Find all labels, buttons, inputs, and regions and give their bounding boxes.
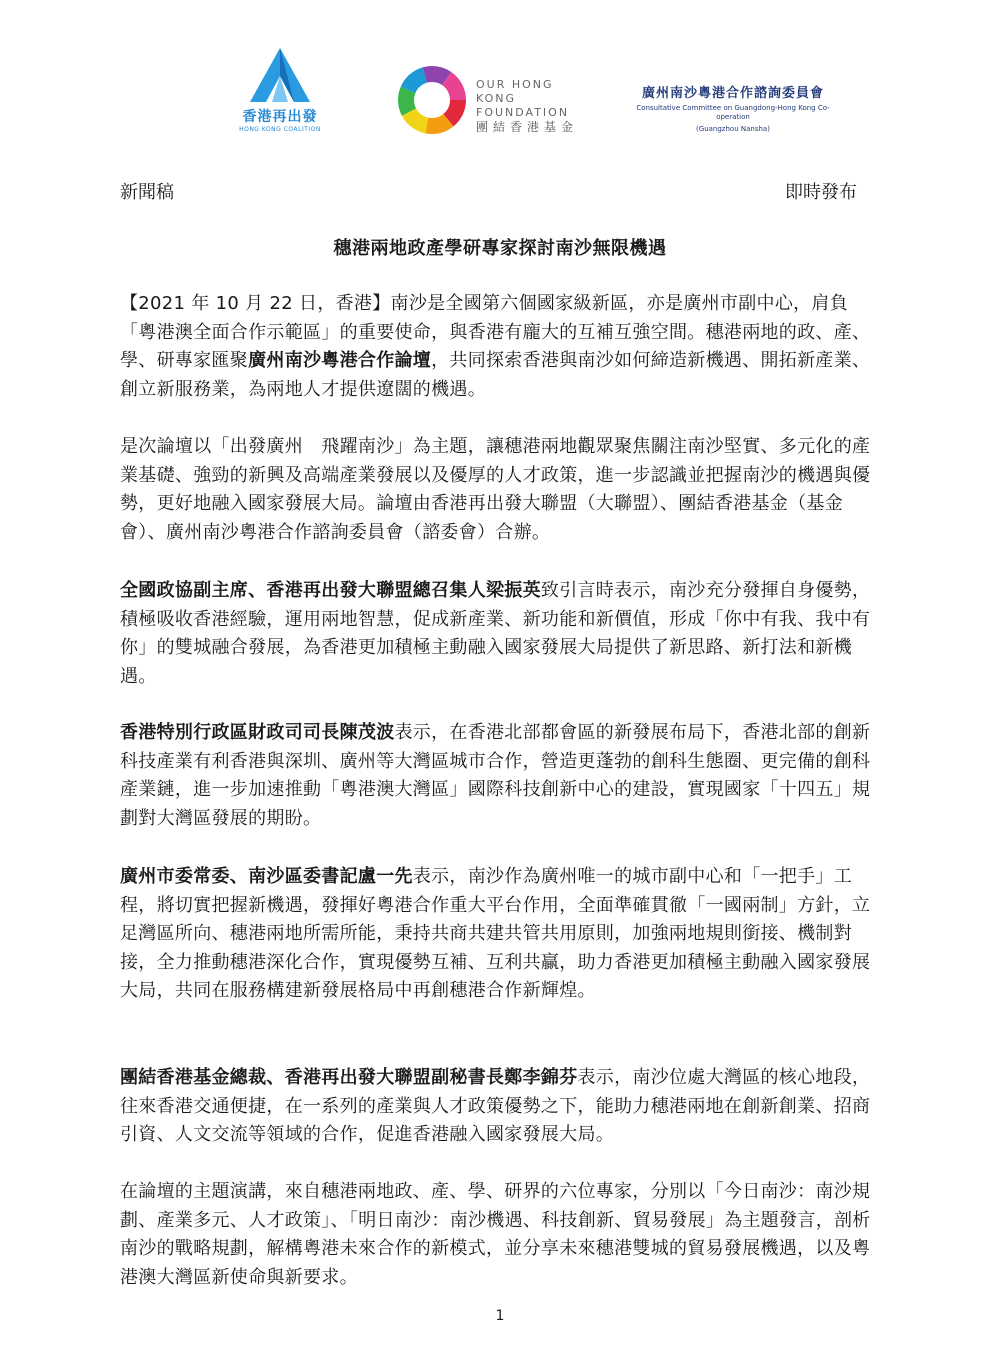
paragraph-5-text: 表示，南沙作為廣州唯一的城市副中心和「一把手」工程，將切實把握新機遇，發揮好粵港合作重大平台作用，全面準確貫徹「一國兩制」方針，立足灣區所向、穗港兩地所需所能，秉持共商共建共管共用原則，加強兩地規則銜接、機制對接，全力推動穗港深化合作，實現優勢互補、互利共贏，助力香港更加積極主動融入國家發展大局，共同在服務構建新發展格局中再創穗港合作新輝煌。 (120, 866, 871, 1001)
paragraph-2 (120, 433, 880, 547)
paragraph-1 (120, 290, 880, 404)
consultative-committee-name-en-2: (Guangzhou Nansha) (696, 125, 770, 133)
hong-kong-coalition-emblem-icon (248, 46, 312, 104)
paragraph-3 (120, 577, 880, 691)
page-title: 穗港兩地政產學研專家探討南沙無限機遇 (333, 238, 667, 259)
paragraph-6 (120, 1064, 880, 1150)
ohkf-name-cn: 團結香港基金 (476, 120, 579, 134)
our-hong-kong-foundation-wordmark (476, 78, 596, 134)
paragraph-1-text-a: 【2021 年 10 月 22 日，香港】南沙是全國第六個國家級新區，亦是廣州市副中心，肩負「粵港澳全面合作示範區」的重要使命，與香港有龐大的互補互強空間。穗港兩地的政、產、學、研專家匯聚 (120, 293, 871, 371)
logo-bar (0, 0, 1000, 150)
paragraph-6-speaker: 團結香港基金總裁、香港再出發大聯盟副秘書長鄭李錦芬 (120, 1067, 578, 1088)
paragraph-4 (120, 719, 880, 833)
hong-kong-coalition-name-cn: 香港再出發 (242, 109, 318, 125)
immediate-release-label: 即時發布 (785, 182, 857, 203)
page-number: 1 (495, 1308, 505, 1324)
paragraph-1-forum-name: 廣州南沙粵港合作論壇 (248, 350, 432, 371)
ohkf-line1: OUR HONG KONG (476, 78, 554, 105)
rainbow-ring-icon (396, 64, 468, 136)
paragraph-3-text: 致引言時表示，南沙充分發揮自身優勢，積極吸收香港經驗，運用兩地智慧，促成新產業、新功能和新價值，形成「你中有我、我中有你」的雙城融合發展，為香港更加積極主動融入國家發展大局提供了新思路、新打法和新機遇。 (120, 580, 871, 687)
paragraph-7 (120, 1178, 880, 1292)
paragraph-1-text-c: ，共同探索香港與南沙如何締造新機遇、開拓新產業、創立新服務業，為兩地人才提供遼闊的機遇。 (120, 350, 871, 400)
hong-kong-coalition-name-en: HONG KONG COALITION (239, 126, 321, 133)
hong-kong-coalition-logo (232, 46, 328, 144)
paragraph-4-speaker: 香港特別行政區財政司司長陳茂波 (120, 722, 395, 743)
paragraph-4-text: 表示，在香港北部都會區的新發展布局下，香港北部的創新科技產業有利香港與深圳、廣州等大灣區城市合作，營造更蓬勃的創科生態圈、更完備的創科產業鏈，進一步加速推動「粵港澳大灣區」國際科技創新中心的建設，實現國家「十四五」規劃對大灣區發展的期盼。 (120, 722, 871, 829)
press-release-label: 新聞稿 (120, 182, 174, 203)
paragraph-3-speaker: 全國政協副主席、香港再出發大聯盟總召集人梁振英 (120, 580, 541, 601)
ohkf-line2: FOUNDATION (476, 106, 570, 119)
paragraph-6-text: 表示，南沙位處大灣區的核心地段，往來香港交通便捷，在一系列的產業與人才政策優勢之下，能助力穗港兩地在創新創業、招商引資、人文交流等領域的合作，促進香港融入國家發展大局。 (120, 1067, 871, 1145)
paragraph-2-text: 是次論壇以「出發廣州 飛躍南沙」為主題，讓穗港兩地觀眾聚焦關注南沙堅實、多元化的產業基礎、強勁的新興及高端產業發展以及優厚的人才政策，進一步認識並把握南沙的機遇與優勢，更好地融入國家發展大局。論壇由香港再出發大聯盟（大聯盟）、團結香港基金（基金會）、廣州南沙粵港合作諮詢委員會（諮委會）合辦。 (120, 436, 871, 543)
consultative-committee-name-cn: 廣州南沙粵港合作諮詢委員會 (641, 86, 824, 101)
consultative-committee-name-en-1: Consultative Committee on Guangdong-Hong Kong Co-operation (636, 104, 830, 121)
our-hong-kong-foundation-logo (396, 64, 596, 136)
consultative-committee-logo (628, 82, 838, 134)
paragraph-5-speaker: 廣州市委常委、南沙區委書記盧一先 (120, 866, 413, 887)
paragraph-5 (120, 863, 880, 1006)
paragraph-7-text: 在論壇的主題演講，來自穗港兩地政、產、學、研界的六位專家，分別以「今日南沙：南沙規劃、產業多元、人才政策」、「明日南沙：南沙機遇、科技創新、貿易發展」為主題發言，剖析南沙的戰略規劃，解構粵港未來合作的新模式，並分享未來穗港雙城的貿易發展機遇，以及粵港澳大灣區新使命與新要求。 (120, 1181, 871, 1288)
